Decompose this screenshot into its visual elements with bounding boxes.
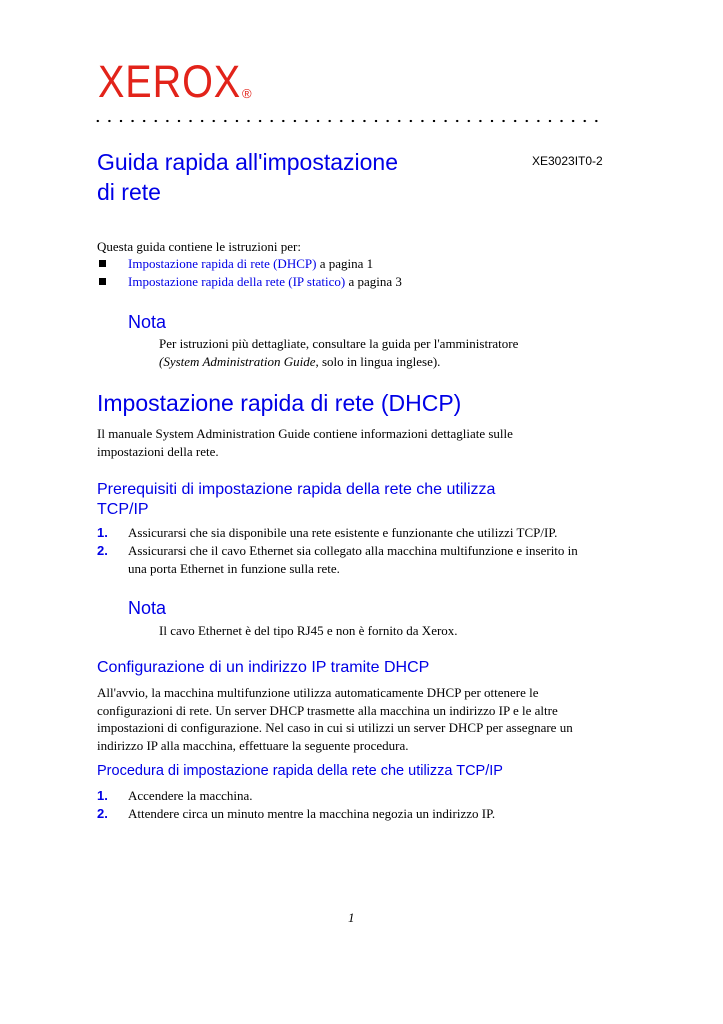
config-heading: Configurazione di un indirizzo IP tramite DHCP [97, 659, 430, 676]
note-line [159, 353, 518, 371]
step-number: 1. [97, 525, 108, 540]
prereq-heading-line1: Prerequisiti di impostazione rapida della rete che utilizza [97, 481, 496, 498]
prereq-heading-line2: TCP/IP [97, 501, 149, 518]
config-line: configurazioni di rete. Un server DHCP trasmette alla macchina un indirizzo IP e le altre [97, 702, 558, 718]
dotted-divider [92, 118, 602, 124]
note-body [159, 335, 518, 370]
step-text: Assicurarsi che sia disponibile una rete esistente e funzionante che utilizzi TCP/IP. [128, 525, 558, 540]
page-number: 1 [348, 910, 355, 925]
page-title [97, 147, 477, 207]
procedure-heading: Procedura di impostazione rapida della rete che utilizza TCP/IP [97, 763, 503, 779]
registered-mark: ® [242, 86, 252, 101]
bullet-square-icon [99, 260, 106, 267]
note-line: Per istruzioni più dettagliate, consultare la guida per l'amministratore [159, 336, 519, 351]
toc-link-dhcp[interactable]: Impostazione rapida di rete (DHCP) [128, 256, 317, 271]
section-line: Il manuale System Administration Guide contiene informazioni dettagliate sulle [97, 426, 513, 441]
config-line: All'avvio, la macchina multifunzione utilizza automaticamente DHCP per ottenere le [97, 685, 539, 700]
step-text: Attendere circa un minuto mentre la macchina negozia un indirizzo IP. [128, 806, 496, 821]
section-line: impostazioni della rete. [97, 443, 219, 459]
toc-item-dhcp [128, 255, 373, 273]
section-heading-dhcp: Impostazione rapida di rete (DHCP) [97, 390, 462, 416]
toc-suffix: a pagina 1 [316, 256, 374, 271]
config-line: indirizzo IP alla macchina, effettuare la seguente procedura. [97, 737, 409, 753]
step-line: una porta Ethernet in funzione sulla rete. [128, 560, 340, 576]
step-number: 2. [97, 806, 108, 821]
toc-item-static [128, 273, 402, 291]
toc-link-static-ip[interactable]: Impostazione rapida della rete (IP statico) [128, 274, 346, 289]
config-line: impostazioni di configurazione. Nel caso in cui si utilizzi un server DHCP per assegnare un [97, 720, 573, 735]
step-line: Assicurarsi che il cavo Ethernet sia collegato alla macchina multifunzione e inserito in [128, 543, 578, 558]
step-number: 1. [97, 788, 108, 803]
page-title-line1: Guida rapida all'impostazione [97, 149, 399, 175]
note-italic: (System Administration Guide [159, 353, 316, 369]
section-intro [97, 425, 513, 460]
document-id: XE3023IT0-2 [532, 154, 603, 168]
step-text [128, 542, 578, 577]
note-heading: Nota [128, 312, 167, 332]
bullet-square-icon [99, 278, 106, 285]
intro-text: Questa guida contiene le istruzioni per: [97, 239, 301, 254]
note-body: Il cavo Ethernet è del tipo RJ45 e non è fornito da Xerox. [159, 623, 458, 638]
step-text: Accendere la macchina. [128, 788, 253, 803]
note-rest: , solo in lingua inglese). [315, 353, 441, 369]
toc-suffix: a pagina 3 [345, 274, 402, 289]
page-title-line2: di rete [97, 179, 161, 205]
xerox-logo: XEROX [98, 56, 242, 107]
prereq-heading [97, 480, 597, 520]
note-heading: Nota [128, 598, 167, 618]
config-paragraph [97, 684, 573, 754]
step-number: 2. [97, 543, 108, 558]
